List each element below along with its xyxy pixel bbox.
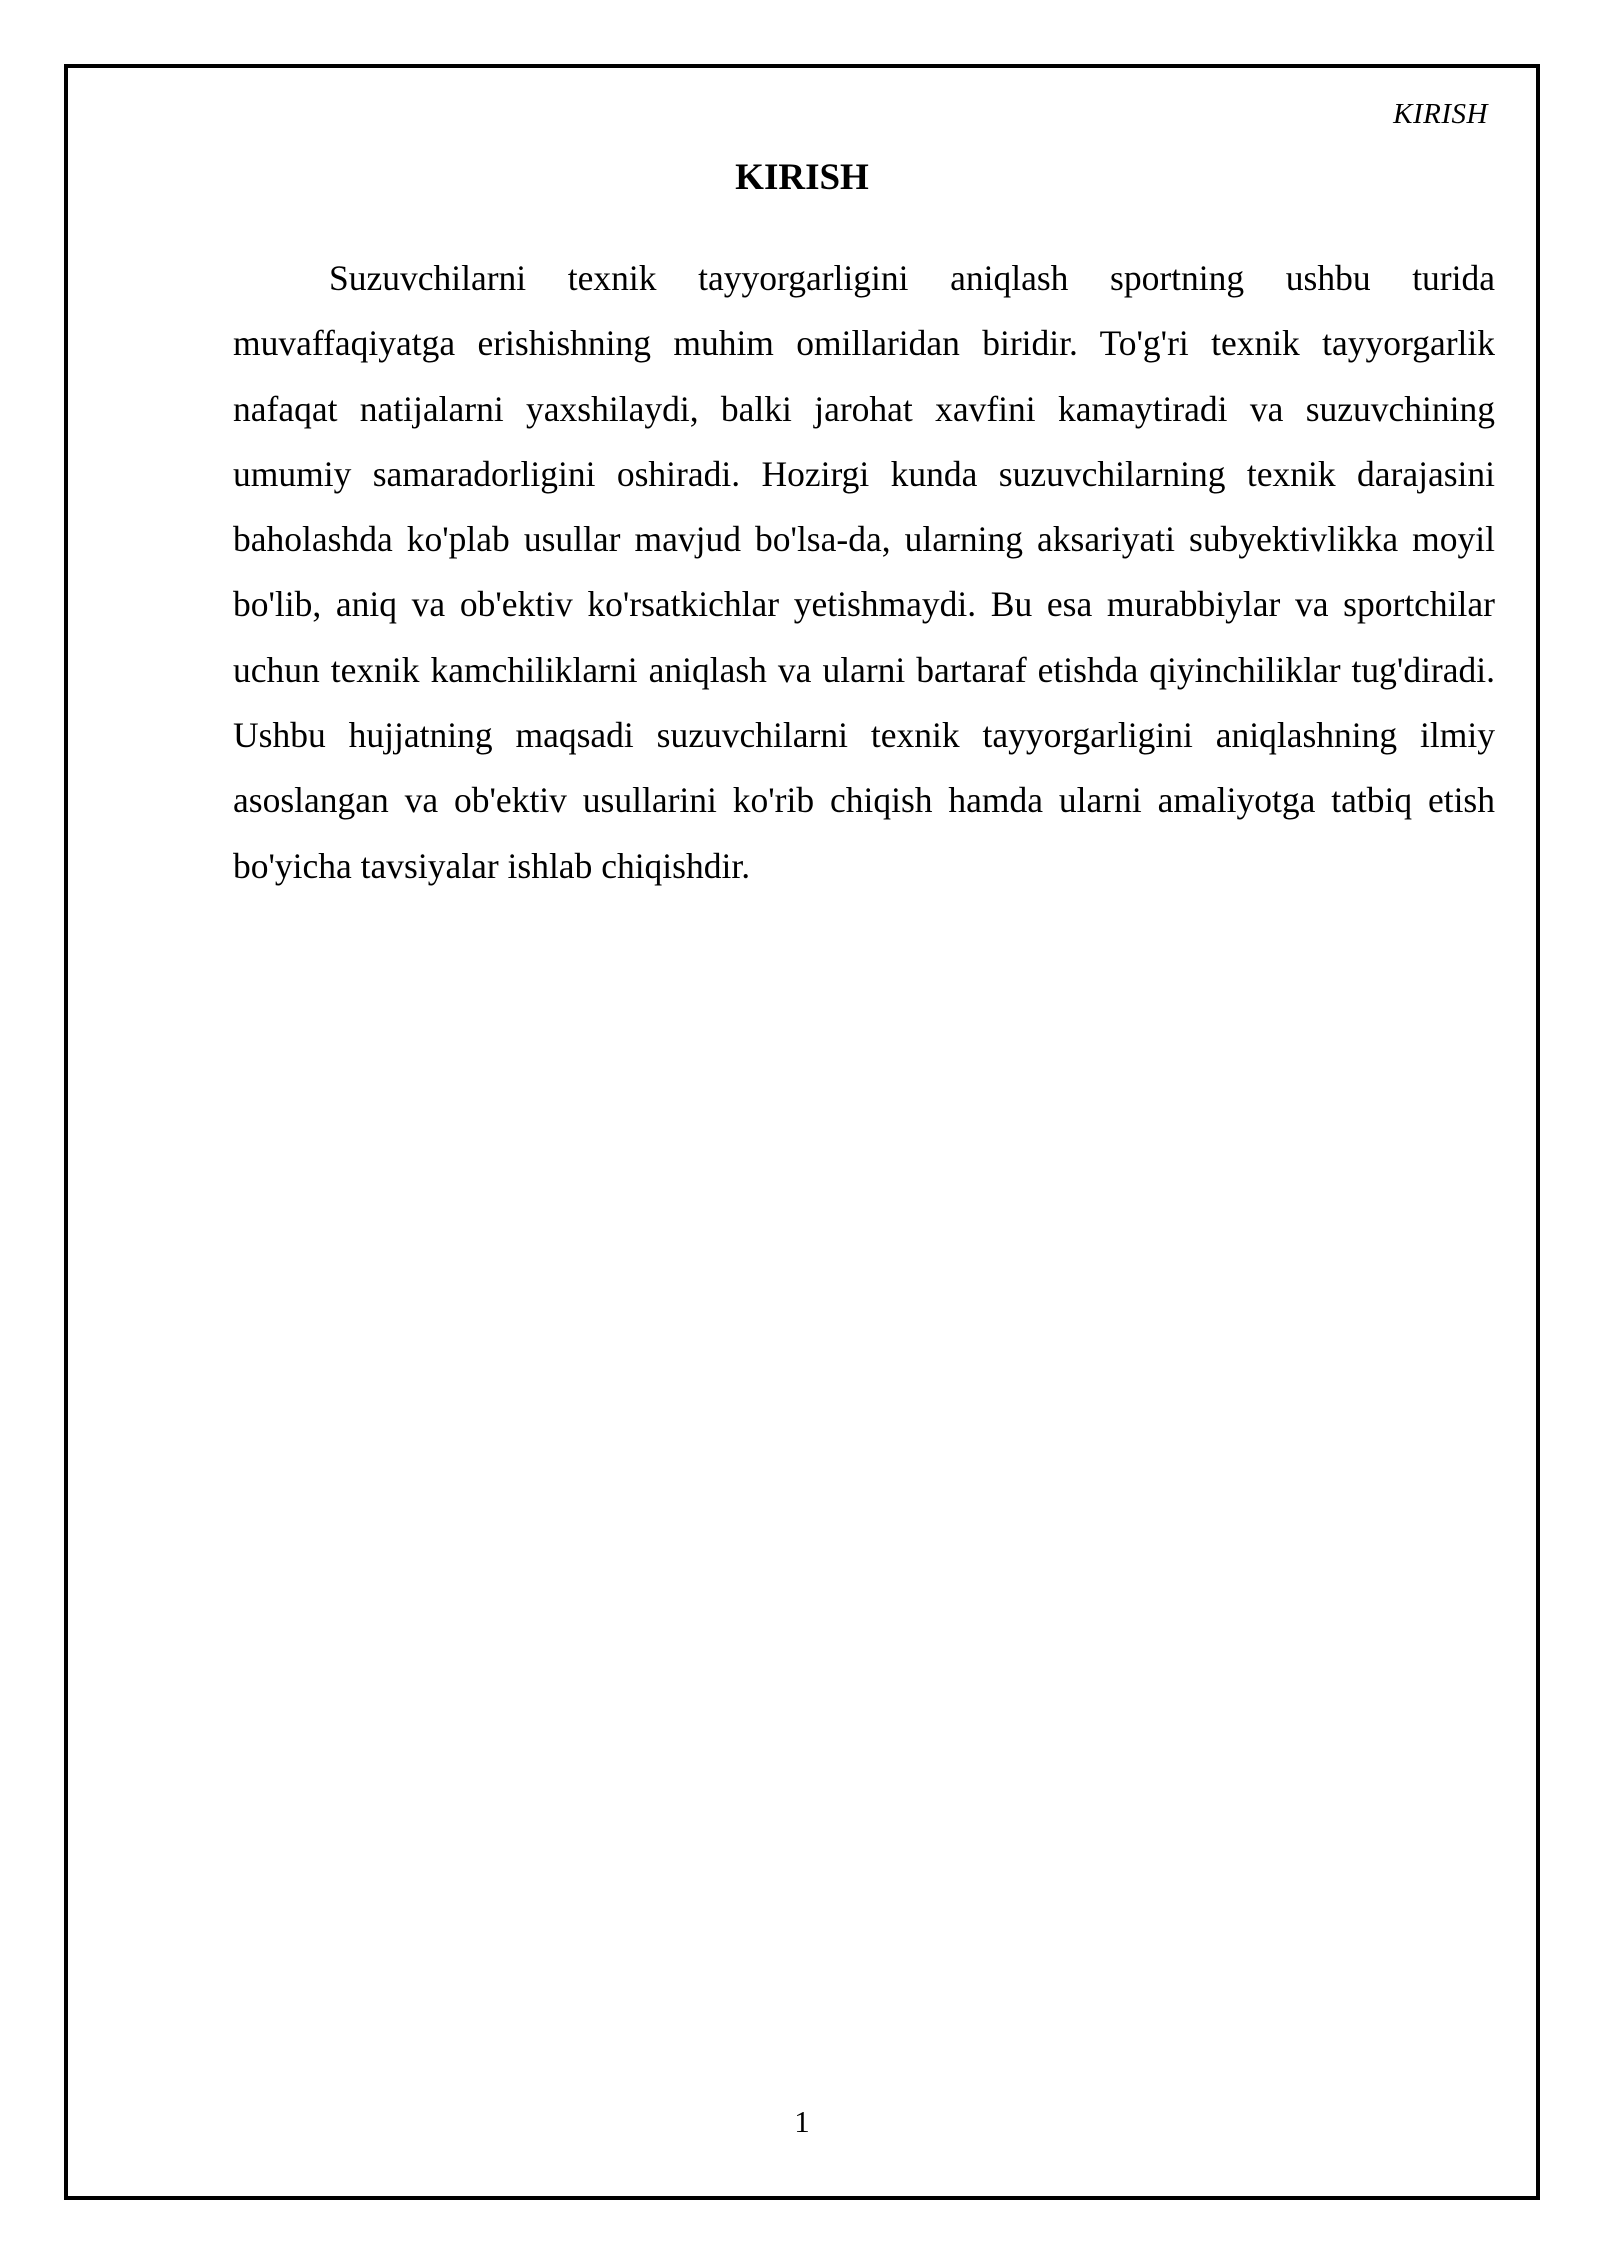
body-paragraph: Suzuvchilarni texnik tayyorgarligini aniqlash sportning ushbu turida muvaffaqiyatga erishishning muhim omillaridan biridir. To'g'ri texnik tayyorgarlik nafaqat natijalarni yaxshilaydi, balki jarohat xavfini kamaytiradi va suzuvchining umumiy samaradorligini oshiradi. Hozirgi kunda suzuvchilarning texnik darajasini baholashda ko'plab usullar mavjud bo'lsa-da, ularning aksariyati subyektivlikka moyil bo'lib, aniq va ob'ektiv ko'rsatkichlar yetishmaydi. Bu esa murabbiylar va sportchilar uchun texnik kamchiliklarni aniqlash va ularni bartaraf etishda qiyinchiliklar tug'diradi. Ushbu hujjatning maqsadi suzuvchilarni texnik tayyorgarligini aniqlashning ilmiy asoslangan va ob'ektiv usullarini ko'rib chiqish hamda ularni amaliyotga tatbiq etish bo'yicha tavsiyalar ishlab chiqishdir. xyxy=(233,258,1495,886)
page-number: 1 xyxy=(794,2104,810,2139)
section-title: KIRISH xyxy=(735,157,869,198)
running-header: KIRISH xyxy=(1393,98,1488,130)
page-border xyxy=(64,64,1540,2200)
